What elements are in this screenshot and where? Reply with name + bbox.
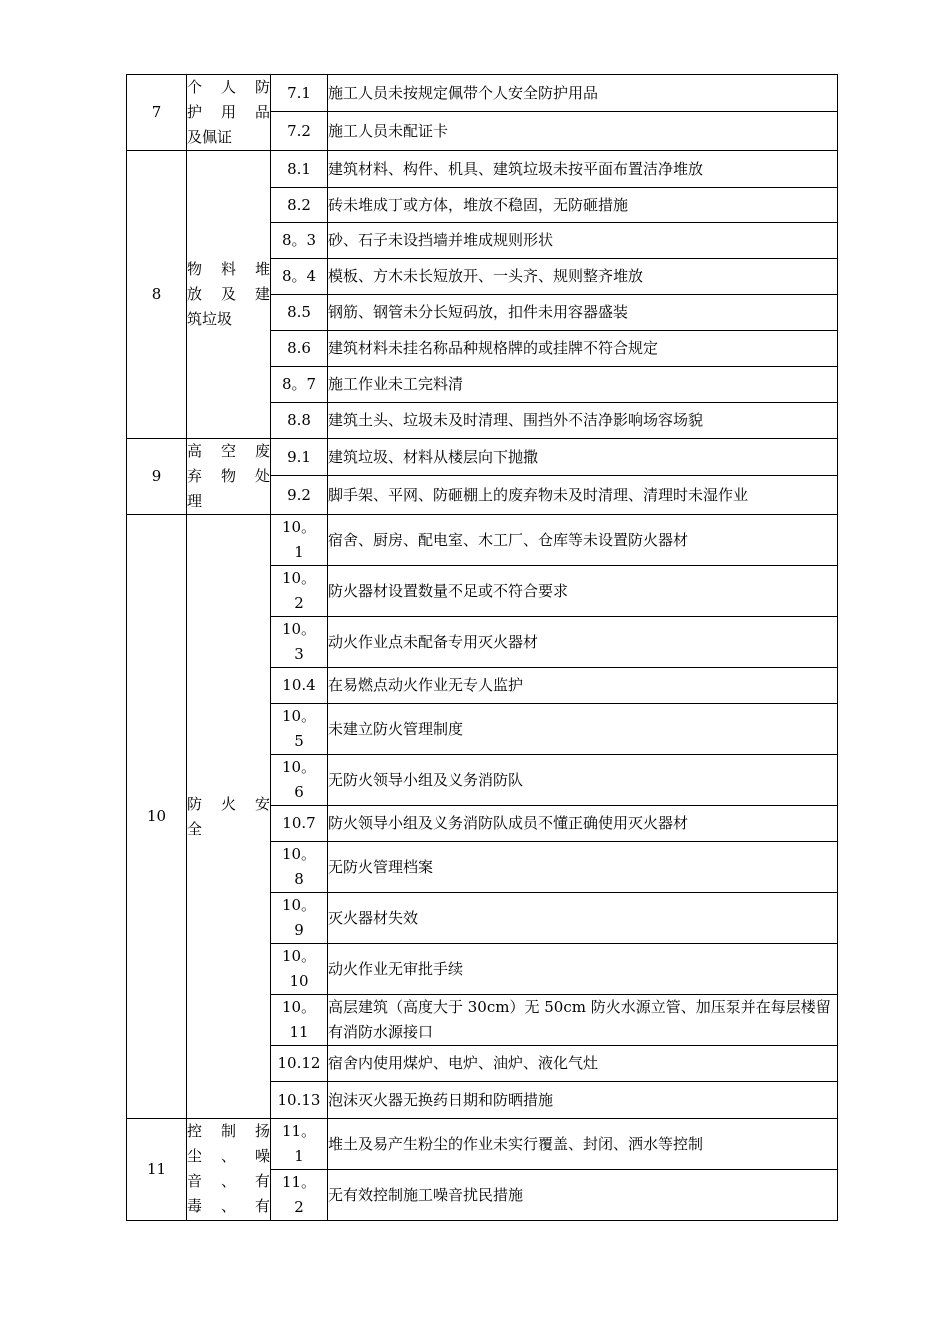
item-code-part: 10。 [281, 569, 317, 587]
item-description: 泡沫灭火器无换药日期和防晒措施 [328, 1082, 838, 1119]
item-code-part: 10 [289, 972, 309, 990]
category-line: 尘 、 噪 [187, 1147, 270, 1165]
table-row [127, 515, 838, 566]
category-line: 控 制 扬 [187, 1122, 270, 1140]
item-description: 砖未堆成丁或方体，堆放不稳固，无防砸措施 [328, 188, 838, 223]
group-category [187, 151, 271, 439]
item-code-part: 10.13 [277, 1090, 321, 1109]
item-code-part: 2 [294, 594, 304, 612]
item-description: 钢筋、钢管未分长短码放，扣件未用容器盛装 [328, 295, 838, 331]
item-code-part: 11。 [281, 1122, 317, 1140]
item-code-part: 10。 [281, 518, 317, 536]
item-code [271, 704, 328, 755]
item-code-part: 6 [294, 783, 304, 801]
item-code [271, 403, 328, 439]
item-code-part: 11 [289, 1023, 309, 1041]
item-code-part: 8。3 [281, 231, 317, 249]
item-description: 防火领导小组及义务消防队成员不懂正确使用灭火器材 [328, 806, 838, 842]
item-description: 砂、石子未设挡墙并堆成规则形状 [328, 223, 838, 259]
category-line: 物 料 堆 [187, 260, 270, 278]
item-description: 模板、方木未长短放开、一头齐、规则整齐堆放 [328, 259, 838, 295]
item-description: 灭火器材失效 [328, 893, 838, 944]
item-code [271, 476, 328, 515]
item-code-part: 8.5 [287, 303, 311, 321]
item-code-part: 10.12 [277, 1054, 321, 1072]
item-description: 动火作业无审批手续 [328, 944, 838, 995]
category-line: 及佩证 [187, 128, 233, 146]
group-number: 9 [127, 439, 187, 515]
item-code-part: 9.2 [287, 485, 311, 504]
category-line: 弃 物 处 [187, 467, 270, 485]
item-description: 未建立防火管理制度 [328, 704, 838, 755]
category-line: 个 人 防 [187, 78, 270, 96]
item-code [271, 1082, 328, 1119]
item-description: 施工人员未按规定佩带个人安全防护用品 [328, 75, 838, 112]
item-description: 建筑垃圾、材料从楼层向下抛撒 [328, 439, 838, 476]
item-code [271, 188, 328, 223]
table-row [127, 439, 838, 476]
item-description: 高层建筑（高度大于 30cm）无 50cm 防火水源立管、加压泵并在每层楼留有消防水源接口 [328, 995, 838, 1046]
table-row [127, 75, 838, 112]
item-code-part: 2 [294, 1198, 304, 1216]
category-line: 放 及 建 [187, 285, 270, 303]
item-code-part: 9 [294, 921, 304, 939]
category-line: 防 火 安 [187, 794, 270, 813]
group-category [187, 515, 271, 1119]
item-description: 脚手架、平网、防砸棚上的废弃物未及时清理、清理时未湿作业 [328, 476, 838, 515]
item-code [271, 893, 328, 944]
item-description: 宿舍内使用煤炉、电炉、油炉、液化气灶 [328, 1046, 838, 1082]
item-description: 动火作业点未配备专用灭火器材 [328, 617, 838, 668]
group-number: 11 [127, 1119, 187, 1221]
table-row [127, 1119, 838, 1170]
item-code-part: 7.1 [287, 83, 311, 102]
item-code-part: 8。7 [281, 375, 317, 393]
item-code-part: 9.1 [287, 447, 311, 466]
item-code [271, 668, 328, 704]
item-code [271, 367, 328, 403]
item-code [271, 259, 328, 295]
item-code-part: 10。 [281, 998, 317, 1016]
category-line: 毒 、 有 [187, 1197, 270, 1215]
item-code [271, 806, 328, 842]
category-line: 全 [187, 819, 203, 838]
item-description: 无防火管理档案 [328, 842, 838, 893]
item-description: 无有效控制施工噪音扰民措施 [328, 1170, 838, 1221]
item-code [271, 566, 328, 617]
group-number: 7 [127, 75, 187, 151]
item-description: 在易燃点动火作业无专人监护 [328, 668, 838, 704]
group-category [187, 1119, 271, 1221]
group-category [187, 75, 271, 151]
item-code-part: 10。 [281, 707, 317, 725]
item-code-part: 10。 [281, 620, 317, 638]
category-line: 筑垃圾 [187, 310, 233, 328]
item-code-part: 8.6 [287, 339, 311, 357]
item-code-part: 3 [294, 645, 304, 663]
item-code-part: 1 [294, 1147, 304, 1165]
group-number: 8 [127, 151, 187, 439]
group-category [187, 439, 271, 515]
item-code [271, 1170, 328, 1221]
item-code-part: 8。4 [281, 267, 317, 285]
item-description: 建筑材料、构件、机具、建筑垃圾未按平面布置洁净堆放 [328, 151, 838, 188]
item-description: 防火器材设置数量不足或不符合要求 [328, 566, 838, 617]
table-row [127, 151, 838, 188]
item-code [271, 151, 328, 188]
item-description: 无防火领导小组及义务消防队 [328, 755, 838, 806]
item-code [271, 995, 328, 1046]
item-code [271, 1119, 328, 1170]
item-code-part: 8.8 [287, 411, 311, 429]
category-line: 理 [187, 492, 203, 510]
item-code-part: 8 [294, 870, 304, 888]
item-code-part: 10。 [281, 845, 317, 863]
item-code-part: 10。 [281, 758, 317, 776]
item-code-part: 10。 [281, 896, 317, 914]
category-line: 音 、 有 [187, 1172, 270, 1190]
category-line: 护 用 品 [187, 103, 270, 121]
item-code [271, 439, 328, 476]
item-code [271, 515, 328, 566]
group-number: 10 [127, 515, 187, 1119]
item-description: 建筑土头、垃圾未及时清理、围挡外不洁净影响场容场貌 [328, 403, 838, 439]
item-code-part: 7.2 [287, 121, 311, 140]
item-code-part: 8.2 [287, 195, 311, 214]
item-code [271, 112, 328, 151]
item-description: 施工作业未工完料清 [328, 367, 838, 403]
item-code-part: 10。 [281, 947, 317, 965]
item-code-part: 5 [294, 732, 304, 750]
item-code [271, 755, 328, 806]
item-code-part: 8.1 [287, 159, 311, 178]
item-description: 宿舍、厨房、配电室、木工厂、仓库等未设置防火器材 [328, 515, 838, 566]
item-code [271, 295, 328, 331]
category-line: 高 空 废 [187, 442, 270, 460]
item-code [271, 842, 328, 893]
item-code [271, 617, 328, 668]
item-description: 建筑材料未挂名称品种规格牌的或挂牌不符合规定 [328, 331, 838, 367]
item-description: 堆土及易产生粉尘的作业未实行覆盖、封闭、洒水等控制 [328, 1119, 838, 1170]
item-code [271, 1046, 328, 1082]
item-code [271, 75, 328, 112]
inspection-table [126, 74, 838, 1221]
item-code [271, 944, 328, 995]
item-code-part: 1 [294, 543, 304, 561]
item-code [271, 331, 328, 367]
item-code [271, 223, 328, 259]
item-code-part: 11。 [281, 1173, 317, 1191]
item-code-part: 10.7 [282, 814, 316, 832]
item-code-part: 10.4 [282, 676, 316, 694]
item-description: 施工人员未配证卡 [328, 112, 838, 151]
inspection-table-body [127, 75, 838, 1221]
